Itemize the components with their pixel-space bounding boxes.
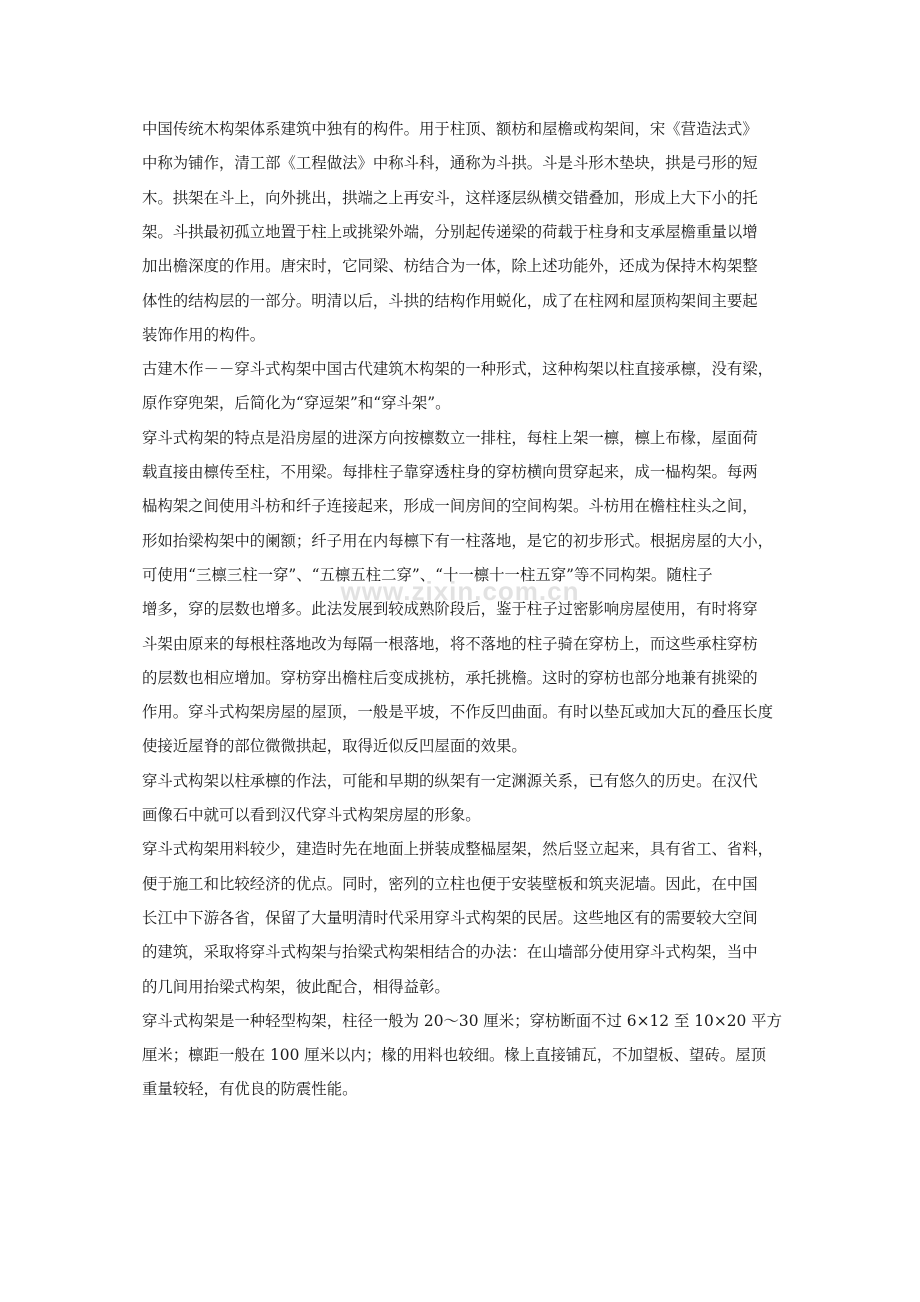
text-line: 载直接由檩传至柱，不用梁。每排柱子靠穿透柱身的穿枋横向贯穿起来，成一榀构架。每两 [142, 463, 758, 481]
text-line: 中国传统木构架体系建筑中独有的构件。用于柱顶、额枋和屋檐或构架间，宋《营造法式》 [142, 120, 758, 138]
text-line: 形如抬梁构架中的阑额；纤子用在内每檩下有一柱落地，是它的初步形式。根据房屋的大小， [142, 531, 774, 550]
text-line: 古建木作－－穿斗式构架中国古代建筑木构架的一种形式，这种构架以柱直接承檩，没有梁， [142, 360, 774, 379]
text-line: 加出檐深度的作用。唐宋时，它同梁、枋结合为一体，除上述功能外，还成为保持木构架整 [142, 257, 758, 276]
text-line: 便于施工和比较经济的优点。同时，密列的立柱也便于安装壁板和筑夹泥墙。因此，在中国 [142, 874, 758, 893]
text-line: 长江中下游各省，保留了大量明清时代采用穿斗式构架的民居。这些地区有的需要较大空间 [142, 908, 758, 927]
text-line: 穿斗式构架用料较少，建造时先在地面上拼装成整榀屋架，然后竖立起来，具有省工、省料， [142, 840, 774, 859]
text-line: 原作穿兜架，后简化为“穿逗架”和“穿斗架”。 [142, 394, 451, 413]
text-line: 的几间用抬梁式构架，彼此配合，相得益彰。 [142, 977, 450, 996]
text-line: 体性的结构层的一部分。明清以后，斗拱的结构作用蜕化，成了在柱网和屋顶构架间主要起 [142, 291, 758, 310]
text-line: 可使用“三檩三柱一穿”、“五檩五柱二穿”、“十一檩十一柱五穿”等不同构架。随柱子 [142, 565, 713, 584]
text-line: 重量较轻，有优良的防震性能。 [142, 1080, 358, 1099]
text-line: 画像石中就可以看到汉代穿斗式构架房屋的形象。 [142, 806, 481, 824]
text-line: 穿斗式构架是一种轻型构架，柱径一般为 20～30 厘米；穿枋断面不过 6×12 至 10×20 平方 [142, 1011, 782, 1030]
text-line: 木。拱架在斗上，向外挑出，拱端之上再安斗，这样逐层纵横交错叠加，形成上大下小的托 [142, 188, 758, 207]
text-line: 穿斗式构架以柱承檩的作法，可能和早期的纵架有一定渊源关系，已有悠久的历史。在汉代 [142, 771, 758, 790]
text-line: 斗架由原来的每根柱落地改为每隔一根落地，将不落地的柱子骑在穿枋上，而这些承柱穿枋 [142, 634, 758, 653]
text-line: 使接近屋脊的部位微微拱起，取得近似反凹屋面的效果。 [142, 737, 527, 756]
text-line: 的层数也相应增加。穿枋穿出檐柱后变成挑枋，承托挑檐。这时的穿枋也部分地兼有挑梁的 [142, 668, 758, 687]
text-line: 穿斗式构架的特点是沿房屋的进深方向按檩数立一排柱，每柱上架一檩，檩上布椽，屋面荷 [142, 428, 758, 447]
text-line: 作用。穿斗式构架房屋的屋顶，一般是平坡，不作反凹曲面。有时以垫瓦或加大瓦的叠压长度 [142, 703, 774, 722]
watermark: www.zixin.com.cn [340, 576, 580, 606]
text-line: 厘米；檩距一般在 100 厘米以内；椽的用料也较细。椽上直接铺瓦，不加望板、望砖。屋顶 [142, 1046, 767, 1065]
text-line: 中称为铺作，清工部《工程做法》中称斗科，通称为斗拱。斗是斗形木垫块，拱是弓形的短 [142, 154, 758, 173]
text-line: 装饰作用的构件。 [142, 325, 266, 344]
text-line: 架。斗拱最初孤立地置于柱上或挑梁外端，分别起传递梁的荷载于柱身和支承屋檐重量以增 [142, 222, 758, 241]
text-line: 榀构架之间使用斗枋和纤子连接起来，形成一间房间的空间构架。斗枋用在檐柱柱头之间， [142, 497, 758, 516]
text-line: 增多，穿的层数也增多。此法发展到较成熟阶段后，鉴于柱子过密影响房屋使用，有时将穿 [142, 600, 758, 619]
text-line: 的建筑，采取将穿斗式构架与抬梁式构架相结合的办法：在山墙部分使用穿斗式构架，当中 [142, 943, 758, 962]
